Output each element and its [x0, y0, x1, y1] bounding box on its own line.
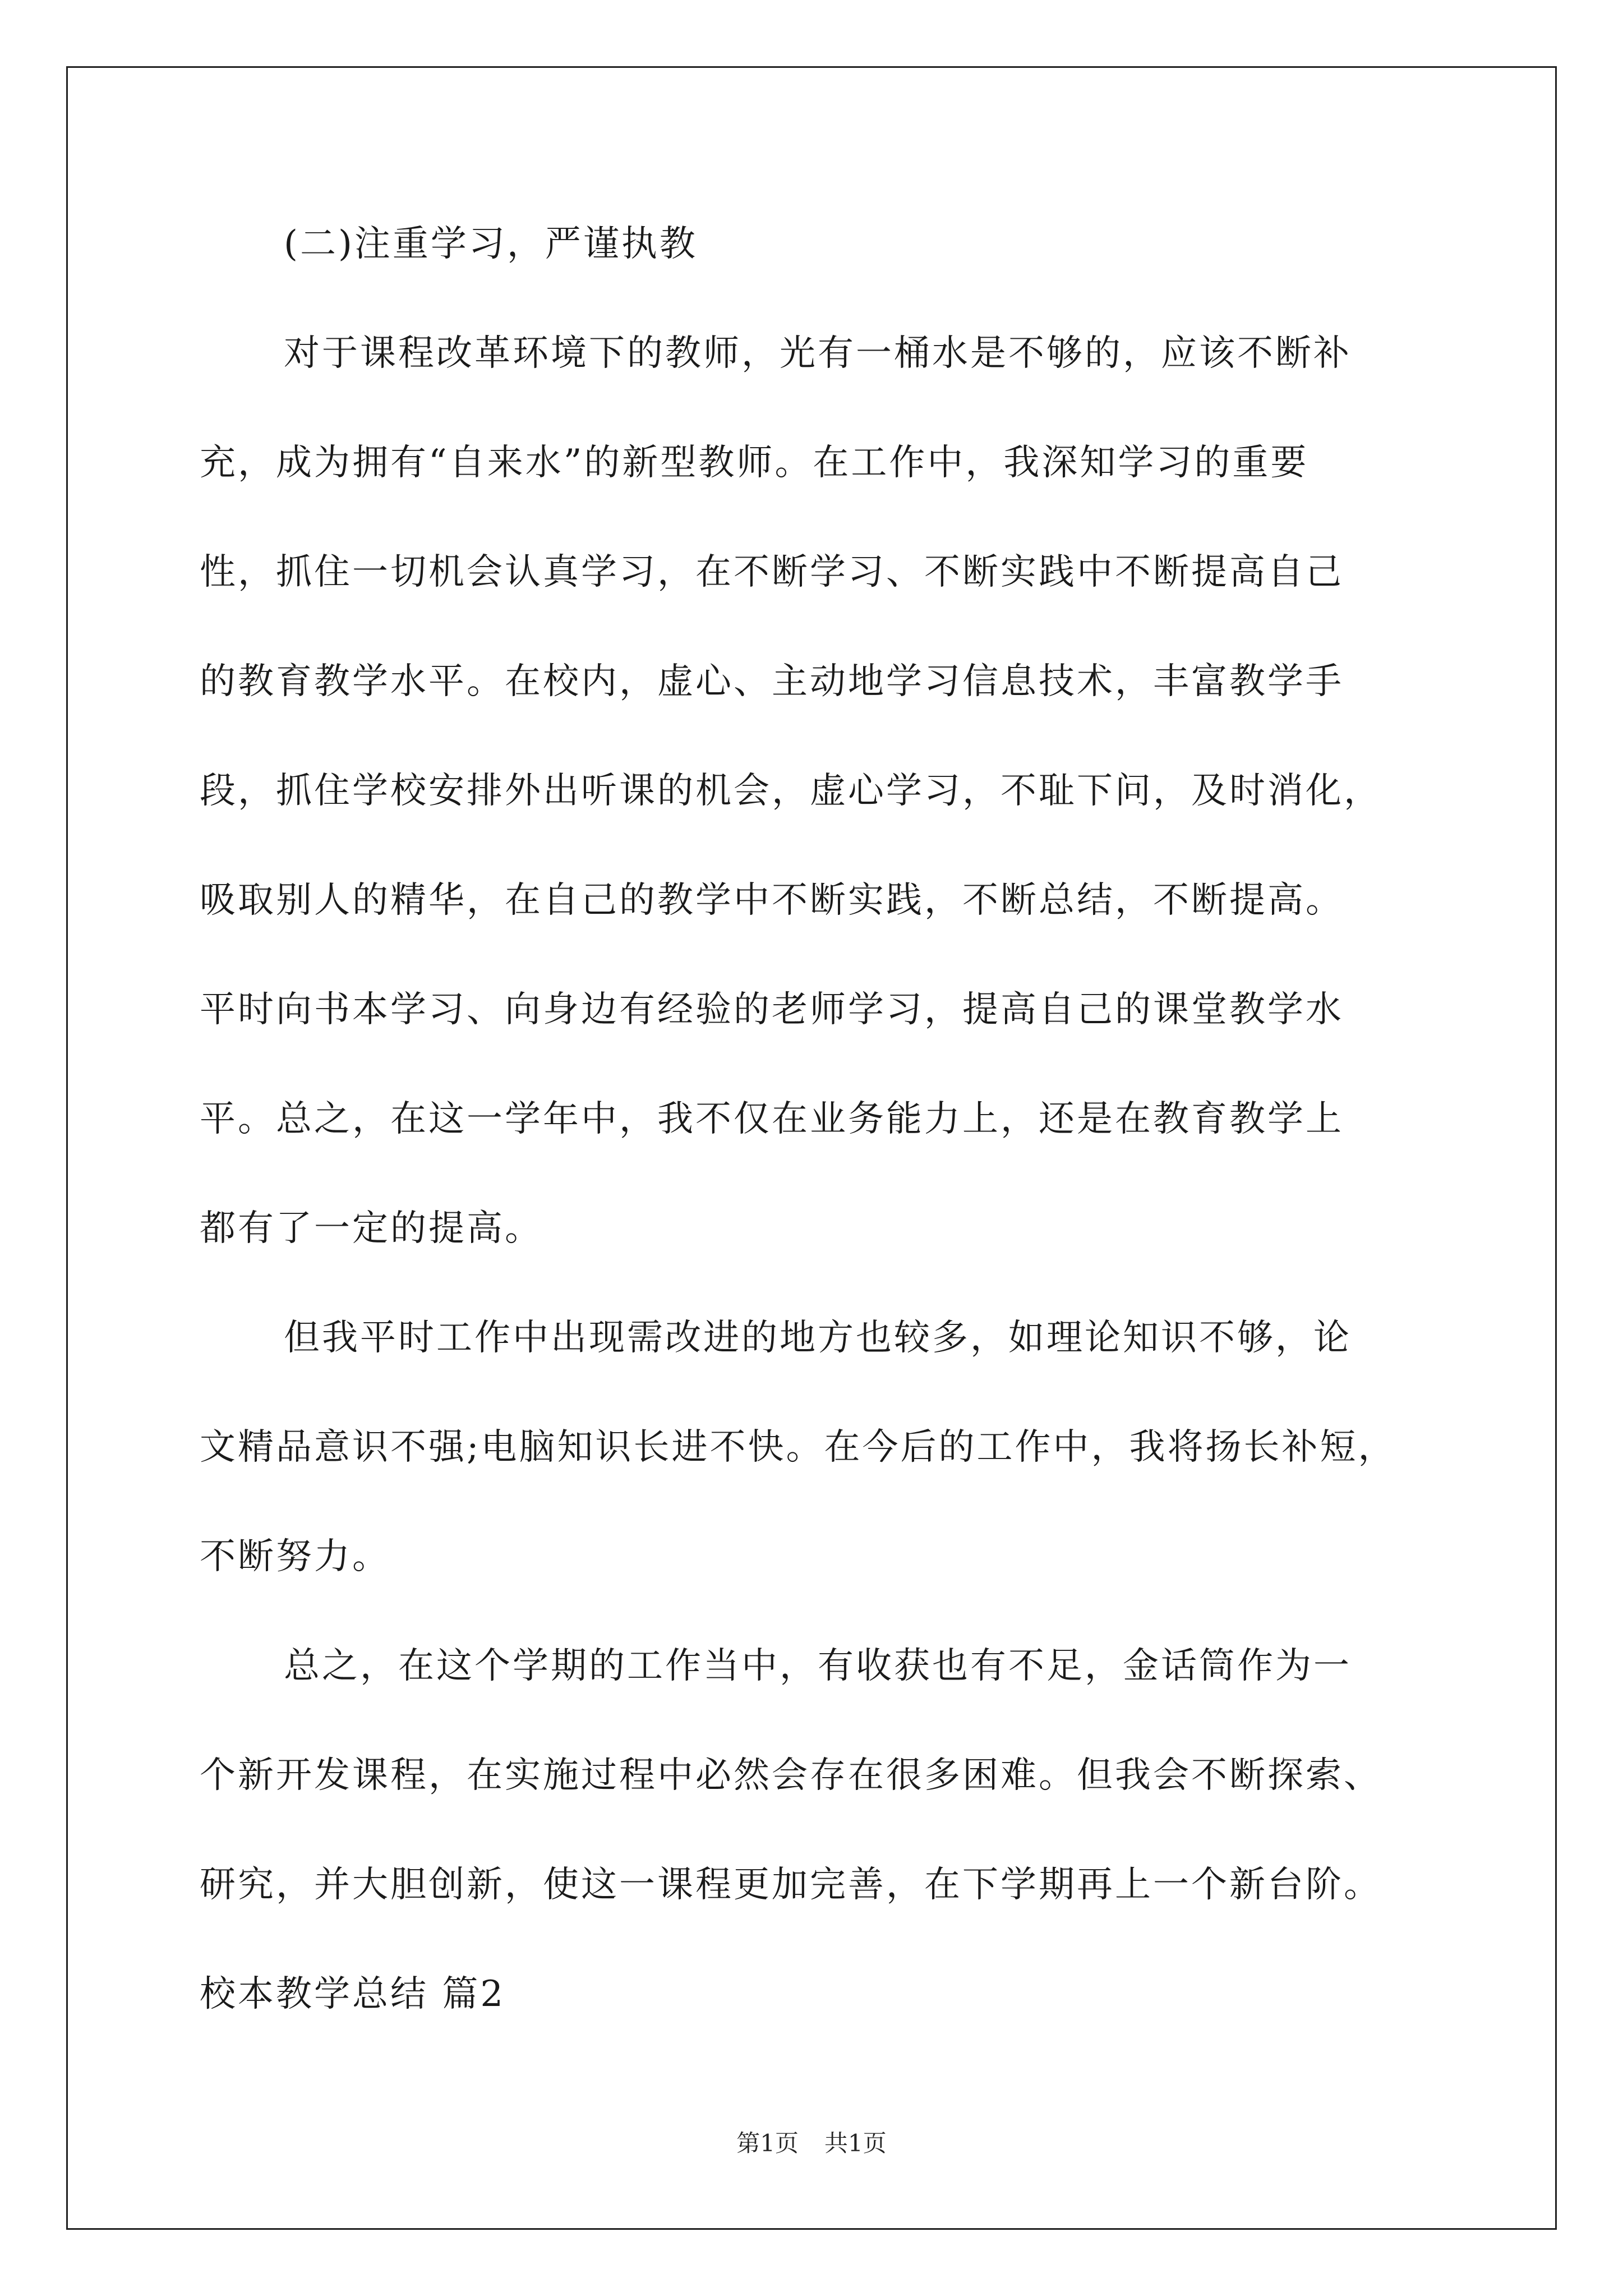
paragraph-1-line-9: 都有了一定的提高。	[200, 1208, 543, 1249]
paragraph-1-line-7: 平时向书本学习、向身边有经验的老师学习，提高自己的课堂教学水	[200, 989, 1344, 1030]
paragraph-2-line-2: 文精品意识不强;电脑知识长进不快。在今后的工作中，我将扬长补短，	[200, 1427, 1396, 1468]
section-title: 校本教学总结 篇2	[200, 1973, 506, 2015]
paragraph-2-line-3: 不断努力。	[200, 1536, 390, 1577]
paragraph-1-line-3: 性，抓住一切机会认真学习，在不断学习、不断实践中不断提高自己	[200, 551, 1344, 593]
paragraph-1-line-6: 吸取别人的精华，在自己的教学中不断实践，不断总结，不断提高。	[200, 880, 1344, 921]
paragraph-2-line-1: 但我平时工作中出现需改进的地方也较多，如理论知识不够，论	[284, 1317, 1352, 1359]
page-number-total: 共1页	[824, 2129, 887, 2157]
paragraph-3-line-1: 总之，在这个学期的工作当中，有收获也有不足，金话筒作为一	[284, 1645, 1352, 1687]
paragraph-3-line-2: 个新开发课程，在实施过程中必然会存在很多困难。但我会不断探索、	[200, 1755, 1382, 1796]
paragraph-1-line-2: 充，成为拥有“自来水”的新型教师。在工作中，我深知学习的重要	[200, 442, 1309, 484]
paragraph-1-line-4: 的教育教学水平。在校内，虚心、主动地学习信息技术，丰富教学手	[200, 661, 1344, 702]
page-footer	[0, 2127, 1623, 2160]
page-number-current: 第1页	[736, 2129, 799, 2157]
section-heading: (二)注重学习，严谨执教	[284, 223, 698, 265]
paragraph-1-line-1: 对于课程改革环境下的教师，光有一桶水是不够的，应该不断补	[284, 333, 1352, 374]
paragraph-1-line-5: 段，抓住学校安排外出听课的机会，虚心学习，不耻下问，及时消化，	[200, 770, 1382, 812]
paragraph-1-line-8: 平。总之，在这一学年中，我不仅在业务能力上，还是在教育教学上	[200, 1098, 1344, 1140]
paragraph-3-line-3: 研究，并大胆创新，使这一课程更加完善，在下学期再上一个新台阶。	[200, 1864, 1382, 1906]
